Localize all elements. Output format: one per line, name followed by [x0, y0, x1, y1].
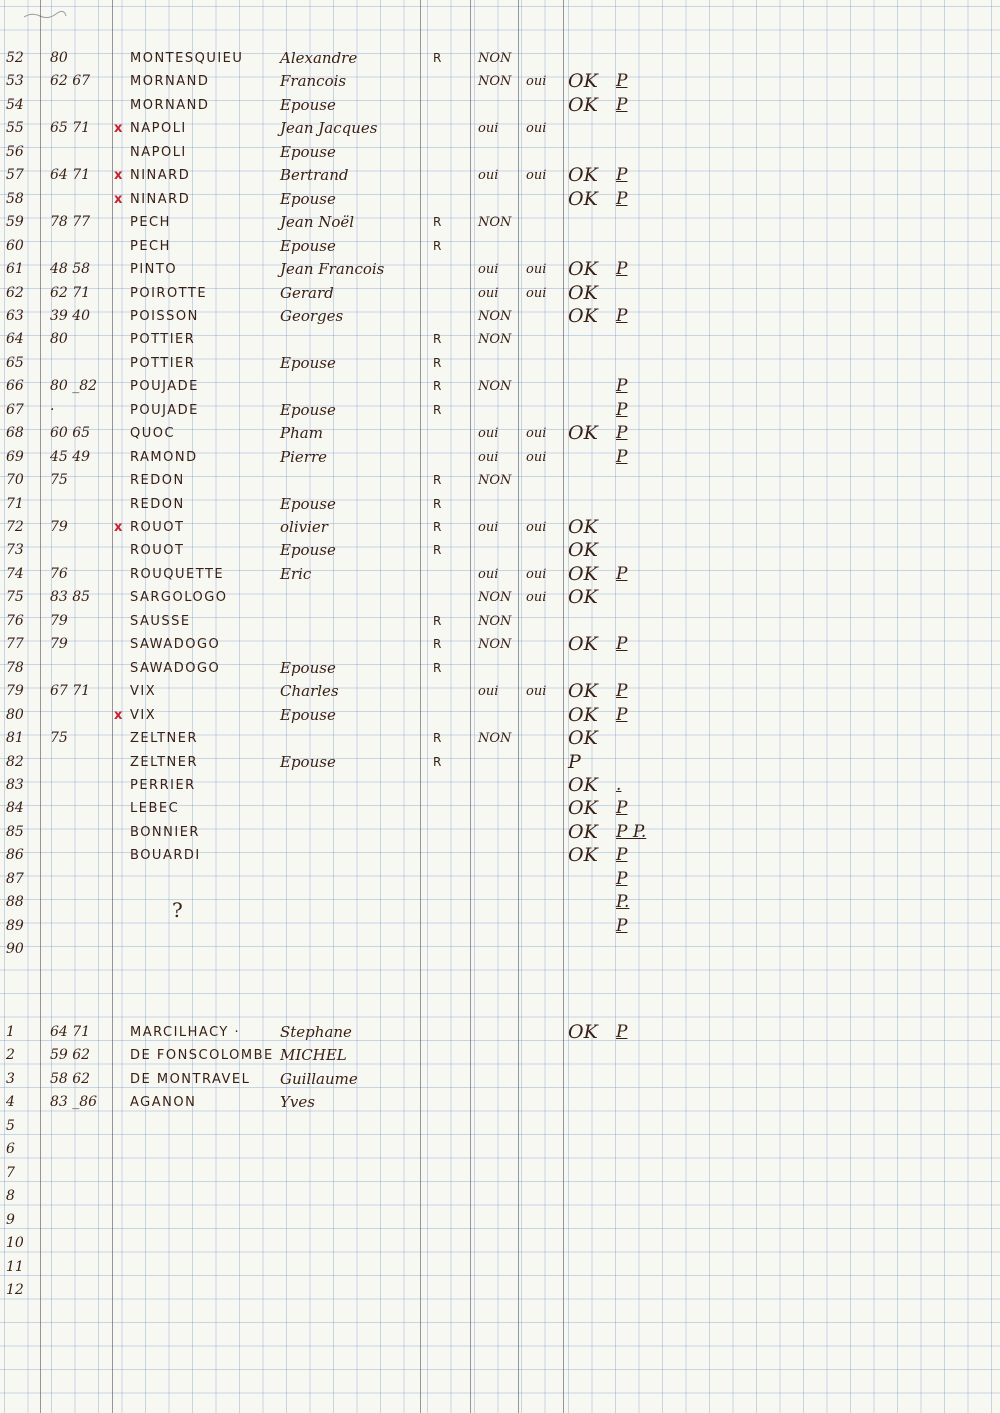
years-cell: 60 65 — [50, 425, 91, 442]
row-number: 6 — [6, 1141, 15, 1158]
ledger-row — [0, 868, 1000, 891]
first-name-cell: olivier — [280, 518, 328, 536]
row-number: 2 — [6, 1047, 15, 1064]
p-mark-cell: P — [616, 563, 628, 584]
row-number: 8 — [6, 1188, 15, 1205]
reply-cell: oui — [478, 285, 499, 301]
ledger-row — [0, 610, 1000, 633]
first-name-cell: Pham — [280, 424, 323, 443]
surname-cell: BONNIER — [130, 824, 200, 840]
surname-cell: NINARD — [130, 168, 191, 184]
p-mark-cell: P — [616, 259, 628, 280]
first-name-cell: Epouse — [280, 752, 336, 771]
p-mark-cell: P — [616, 305, 628, 326]
first-name-cell: MICHEL — [280, 1046, 347, 1065]
ok-mark-cell: OK — [568, 703, 598, 726]
cross-mark: x — [114, 191, 123, 207]
surname-cell: BOUARDI — [130, 848, 201, 864]
second-reply-cell: oui — [526, 168, 547, 184]
p-mark-cell: P P. — [616, 821, 647, 842]
surname-cell: NAPOLI — [130, 121, 187, 137]
reply-cell: NON — [478, 74, 512, 90]
row-number: 52 — [6, 50, 24, 66]
p-mark-cell: P — [616, 94, 628, 115]
second-reply-cell: oui — [526, 684, 547, 700]
ledger-row — [0, 117, 1000, 140]
row-number: 67 — [6, 401, 24, 418]
ledger-row — [0, 94, 1000, 117]
ledger-row — [0, 328, 1000, 351]
surname-cell: POIROTTE — [130, 285, 208, 301]
surname-cell: PECH — [130, 238, 171, 254]
reply-cell: oui — [478, 262, 499, 278]
r-mark-cell: R — [433, 637, 442, 652]
surname-cell: ROUOT — [130, 520, 185, 535]
row-number: 60 — [6, 237, 24, 254]
years-cell: 79 — [50, 612, 68, 629]
years-cell: 83 85 — [50, 589, 91, 606]
row-number: 9 — [6, 1211, 15, 1228]
ok-mark-cell: OK — [568, 516, 598, 538]
first-name-cell: Georges — [280, 306, 344, 325]
surname-cell: PERRIER — [130, 777, 196, 793]
years-cell: 64 71 — [50, 167, 91, 184]
ledger-row — [0, 1279, 1000, 1302]
ok-mark-cell: OK — [568, 164, 598, 187]
surname-cell: NINARD — [130, 191, 191, 207]
p-mark-cell: P. — [616, 892, 630, 913]
ok-mark-cell: OK — [568, 820, 598, 843]
row-number: 75 — [6, 589, 24, 606]
row-number: 3 — [6, 1070, 15, 1087]
p-mark-cell: P — [616, 165, 628, 186]
row-number: 74 — [6, 565, 24, 582]
r-mark-cell: R — [433, 379, 442, 394]
surname-cell: ZELTNER — [130, 754, 198, 770]
first-name-cell: Epouse — [280, 95, 336, 114]
p-mark-cell: P — [616, 915, 628, 936]
r-mark-cell: R — [433, 754, 442, 769]
years-cell: 80 — [50, 331, 68, 348]
row-number: 59 — [6, 214, 24, 231]
first-name-cell: Francois — [280, 72, 347, 91]
row-number: 66 — [6, 378, 24, 395]
years-cell: 75 — [50, 730, 68, 747]
reply-cell: oui — [478, 168, 499, 184]
ok-mark-cell: P — [568, 750, 581, 773]
years-cell: 64 71 — [50, 1024, 91, 1040]
reply-cell: NON — [478, 637, 512, 653]
row-number: 57 — [6, 167, 24, 184]
surname-cell: POISSON — [130, 308, 199, 324]
row-number: 87 — [6, 870, 24, 887]
ledger-row — [0, 727, 1000, 750]
row-number: 71 — [6, 495, 24, 512]
surname-cell: REDON — [130, 473, 185, 489]
first-name-cell: Jean Francois — [280, 260, 385, 279]
surname-cell: VIX — [130, 684, 157, 700]
ok-mark-cell: OK — [568, 422, 598, 445]
r-mark-cell: R — [433, 731, 442, 746]
years-cell: 76 — [50, 565, 68, 582]
first-name-cell: Epouse — [280, 658, 336, 677]
row-number: 61 — [6, 261, 24, 278]
ledger-row — [0, 1044, 1000, 1067]
p-mark-cell: P — [616, 71, 628, 92]
ledger-row — [0, 1185, 1000, 1208]
first-name-cell: Epouse — [280, 705, 336, 724]
years-cell: · — [50, 401, 55, 418]
ok-mark-cell: OK — [568, 773, 598, 796]
surname-cell: SAWADOGO — [130, 637, 221, 653]
ok-mark-cell: OK — [568, 844, 598, 867]
ok-mark-cell: OK — [568, 633, 598, 656]
ledger-row — [0, 493, 1000, 516]
ledger-row — [0, 47, 1000, 70]
first-name-cell: Guillaume — [280, 1069, 358, 1088]
reply-cell: NON — [478, 731, 512, 747]
ledger-row — [0, 891, 1000, 914]
first-name-cell: Jean Jacques — [280, 119, 378, 138]
surname-cell: DE FONSCOLOMBE — [130, 1048, 274, 1064]
row-number: 90 — [6, 941, 24, 958]
row-number: 1 — [6, 1024, 15, 1040]
years-cell: 75 — [50, 472, 68, 489]
reply-cell: oui — [478, 684, 499, 700]
p-mark-cell: P — [616, 845, 628, 866]
ledger-row — [0, 375, 1000, 398]
surname-cell: DE MONTRAVEL — [130, 1071, 251, 1087]
row-number: 77 — [6, 636, 24, 653]
p-mark-cell: P — [616, 681, 628, 702]
ledger-row — [0, 1138, 1000, 1161]
years-cell: 67 71 — [50, 683, 91, 700]
row-number: 79 — [6, 683, 24, 700]
ok-mark-cell: OK — [568, 562, 598, 585]
row-number: 64 — [6, 331, 24, 348]
years-cell: 62 67 — [50, 73, 91, 90]
surname-cell: ROUOT — [130, 543, 185, 559]
p-mark-cell: P — [616, 798, 628, 819]
cross-mark: x — [114, 707, 123, 723]
surname-cell: SAUSSE — [130, 613, 191, 629]
first-name-cell: Alexandre — [280, 49, 358, 67]
ledger-row — [0, 70, 1000, 93]
row-number: 81 — [6, 730, 24, 747]
reply-cell: oui — [478, 449, 499, 465]
surname-cell: MONTESQUIEU — [130, 51, 244, 66]
reply-cell: NON — [478, 51, 512, 66]
years-cell: 39 40 — [50, 307, 91, 324]
pen-scribble-mark — [22, 10, 68, 20]
ledger-row — [0, 657, 1000, 680]
r-mark-cell: R — [433, 660, 442, 675]
p-mark-cell: P — [616, 1022, 628, 1042]
ledger-row — [0, 211, 1000, 234]
ledger-row — [0, 586, 1000, 609]
ok-mark-cell: OK — [568, 539, 598, 562]
r-mark-cell: R — [433, 520, 442, 534]
row-number: 88 — [6, 894, 24, 911]
surname-cell: QUOC — [130, 426, 176, 442]
ledger-row — [0, 1209, 1000, 1232]
surname-cell: MARCILHACY · — [130, 1025, 241, 1040]
r-mark-cell: R — [433, 355, 442, 370]
ledger-row — [0, 164, 1000, 187]
row-number: 82 — [6, 753, 24, 770]
ok-mark-cell: OK — [568, 258, 598, 281]
row-number: 73 — [6, 542, 24, 559]
ok-mark-cell: OK — [568, 727, 598, 750]
second-reply-cell: oui — [526, 121, 547, 137]
r-mark-cell: R — [433, 402, 442, 417]
r-mark-cell: R — [433, 238, 442, 253]
first-name-cell: Charles — [280, 682, 339, 701]
r-mark-cell: R — [433, 496, 442, 511]
years-cell: 78 77 — [50, 214, 91, 231]
ledger-row — [0, 774, 1000, 797]
p-mark-cell: P — [616, 376, 628, 397]
p-mark-cell: P — [616, 446, 628, 467]
row-number: 4 — [6, 1094, 15, 1111]
reply-cell: NON — [478, 613, 512, 629]
row-number: 62 — [6, 284, 24, 301]
ledger-row — [0, 1256, 1000, 1279]
ledger-row — [0, 399, 1000, 422]
first-name-cell: Epouse — [280, 142, 336, 161]
ledger-row — [0, 188, 1000, 211]
reply-cell: oui — [478, 426, 499, 442]
r-mark-cell: R — [433, 51, 442, 65]
first-name-cell: Yves — [280, 1093, 315, 1112]
row-number: 89 — [6, 917, 24, 934]
row-number: 63 — [6, 307, 24, 324]
ledger-row — [0, 1162, 1000, 1185]
row-number: 5 — [6, 1117, 15, 1134]
first-name-cell: Gerard — [280, 283, 334, 302]
row-number: 84 — [6, 800, 24, 817]
second-reply-cell: oui — [526, 590, 547, 606]
ledger-row — [0, 704, 1000, 727]
ledger-row — [0, 539, 1000, 562]
surname-cell: POUJADE — [130, 402, 199, 418]
ledger-row — [0, 1021, 1000, 1044]
ledger-row — [0, 235, 1000, 258]
years-cell: 48 58 — [50, 261, 91, 278]
ledger-row — [0, 141, 1000, 164]
first-name-cell: Epouse — [280, 494, 336, 513]
ledger-row — [0, 680, 1000, 703]
ledger-row — [0, 422, 1000, 445]
years-cell: 79 — [50, 519, 68, 535]
second-reply-cell: oui — [526, 449, 547, 465]
p-mark-cell: P — [616, 704, 628, 725]
row-number: 7 — [6, 1164, 15, 1181]
r-mark-cell: R — [433, 543, 442, 558]
ledger-row — [0, 469, 1000, 492]
years-cell: 45 49 — [50, 448, 91, 465]
surname-cell: RAMOND — [130, 449, 198, 465]
surname-cell: POTTIER — [130, 332, 196, 348]
reply-cell: NON — [478, 590, 512, 606]
reply-cell: NON — [478, 332, 512, 348]
p-mark-cell: . — [616, 774, 622, 795]
p-mark-cell: P — [616, 423, 628, 444]
surname-cell: PECH — [130, 215, 171, 231]
ok-mark-cell: OK — [568, 586, 598, 609]
ledger-row — [0, 282, 1000, 305]
ledger-row — [0, 1091, 1000, 1114]
p-mark-cell: P — [616, 634, 628, 655]
ledger-row — [0, 797, 1000, 820]
ledger-row — [0, 352, 1000, 375]
ok-mark-cell: OK — [568, 281, 598, 304]
r-mark-cell: R — [433, 215, 442, 230]
reply-cell: NON — [478, 379, 512, 395]
first-name-cell: Jean Noël — [280, 213, 355, 232]
surname-cell: PINTO — [130, 262, 178, 278]
ok-mark-cell: OK — [568, 304, 598, 327]
ledger-row — [0, 938, 1000, 961]
first-name-cell: Bertrand — [280, 166, 349, 185]
surname-cell: ROUQUETTE — [130, 566, 225, 582]
row-number: 65 — [6, 354, 24, 371]
p-mark-cell: P — [616, 399, 628, 420]
first-name-cell: Epouse — [280, 400, 336, 419]
p-mark-cell: P — [616, 188, 628, 209]
row-number: 58 — [6, 190, 24, 207]
ok-mark-cell: OK — [568, 187, 598, 210]
years-cell: 65 71 — [50, 120, 91, 137]
ok-mark-cell: OK — [568, 797, 598, 820]
row-number: 53 — [6, 73, 24, 90]
question-mark: ? — [172, 898, 183, 922]
surname-cell: VIX — [130, 707, 157, 723]
first-name-cell: Epouse — [280, 353, 336, 372]
row-number: 83 — [6, 776, 24, 793]
ledger-row — [0, 258, 1000, 281]
surname-cell: POTTIER — [130, 355, 196, 371]
first-name-cell: Epouse — [280, 541, 336, 560]
reply-cell: oui — [478, 520, 499, 535]
surname-cell: REDON — [130, 496, 185, 512]
cross-mark: x — [114, 168, 123, 184]
row-number: 69 — [6, 448, 24, 465]
second-reply-cell: oui — [526, 262, 547, 278]
row-number: 55 — [6, 120, 24, 137]
ledger-row — [0, 751, 1000, 774]
second-reply-cell: oui — [526, 426, 547, 442]
row-number: 72 — [6, 519, 24, 535]
second-reply-cell: oui — [526, 74, 547, 90]
r-mark-cell: R — [433, 332, 442, 347]
first-name-cell: Epouse — [280, 236, 336, 255]
years-cell: 58 62 — [50, 1070, 91, 1087]
surname-cell: POUJADE — [130, 379, 199, 395]
ledger-row — [0, 915, 1000, 938]
second-reply-cell: oui — [526, 520, 547, 535]
ledger-row — [0, 633, 1000, 656]
reply-cell: NON — [478, 308, 512, 324]
row-number: 54 — [6, 96, 24, 113]
row-number: 11 — [6, 1258, 24, 1275]
first-name-cell: Eric — [280, 564, 312, 583]
surname-cell: SARGOLOGO — [130, 590, 228, 606]
ledger-row — [0, 1232, 1000, 1255]
row-number: 78 — [6, 659, 24, 676]
ledger-row — [0, 446, 1000, 469]
first-name-cell: Epouse — [280, 189, 336, 208]
ledger-row — [0, 305, 1000, 328]
cross-mark: x — [114, 121, 123, 137]
ok-mark-cell: OK — [568, 70, 598, 93]
surname-cell: ZELTNER — [130, 731, 198, 747]
ok-mark-cell: OK — [568, 680, 598, 703]
row-number: 56 — [6, 143, 24, 160]
second-reply-cell: oui — [526, 566, 547, 582]
reply-cell: NON — [478, 473, 512, 489]
reply-cell: oui — [478, 121, 499, 137]
surname-cell: NAPOLI — [130, 144, 187, 160]
years-cell: 80 _82 — [50, 378, 98, 395]
r-mark-cell: R — [433, 613, 442, 628]
surname-cell: LEBEC — [130, 801, 180, 817]
ledger-row — [0, 821, 1000, 844]
row-number: 80 — [6, 706, 24, 723]
ok-mark-cell: OK — [568, 93, 598, 116]
ledger-row — [0, 1115, 1000, 1138]
row-number: 85 — [6, 823, 24, 840]
surname-cell: SAWADOGO — [130, 660, 221, 676]
years-cell: 83 _86 — [50, 1094, 98, 1111]
row-number: 86 — [6, 847, 24, 864]
ledger-row — [0, 1068, 1000, 1091]
reply-cell: NON — [478, 215, 512, 231]
row-number: 10 — [6, 1235, 24, 1252]
row-number: 12 — [6, 1281, 24, 1298]
ledger-row — [0, 844, 1000, 867]
r-mark-cell: R — [433, 473, 442, 488]
surname-cell: AGANON — [130, 1095, 197, 1111]
cross-mark: x — [114, 520, 123, 535]
years-cell: 80 — [50, 50, 68, 66]
row-number: 68 — [6, 425, 24, 442]
years-cell: 62 71 — [50, 284, 91, 301]
ok-mark-cell: OK — [568, 1021, 598, 1043]
years-cell: 79 — [50, 636, 68, 653]
surname-cell: MORNAND — [130, 97, 210, 113]
row-number: 76 — [6, 612, 24, 629]
years-cell: 59 62 — [50, 1047, 91, 1064]
reply-cell: oui — [478, 566, 499, 582]
surname-cell: MORNAND — [130, 74, 210, 90]
row-number: 70 — [6, 472, 24, 489]
p-mark-cell: P — [616, 868, 628, 889]
second-reply-cell: oui — [526, 285, 547, 301]
first-name-cell: Stephane — [280, 1023, 352, 1041]
first-name-cell: Pierre — [280, 447, 327, 466]
ledger-row — [0, 563, 1000, 586]
ledger-row — [0, 516, 1000, 539]
